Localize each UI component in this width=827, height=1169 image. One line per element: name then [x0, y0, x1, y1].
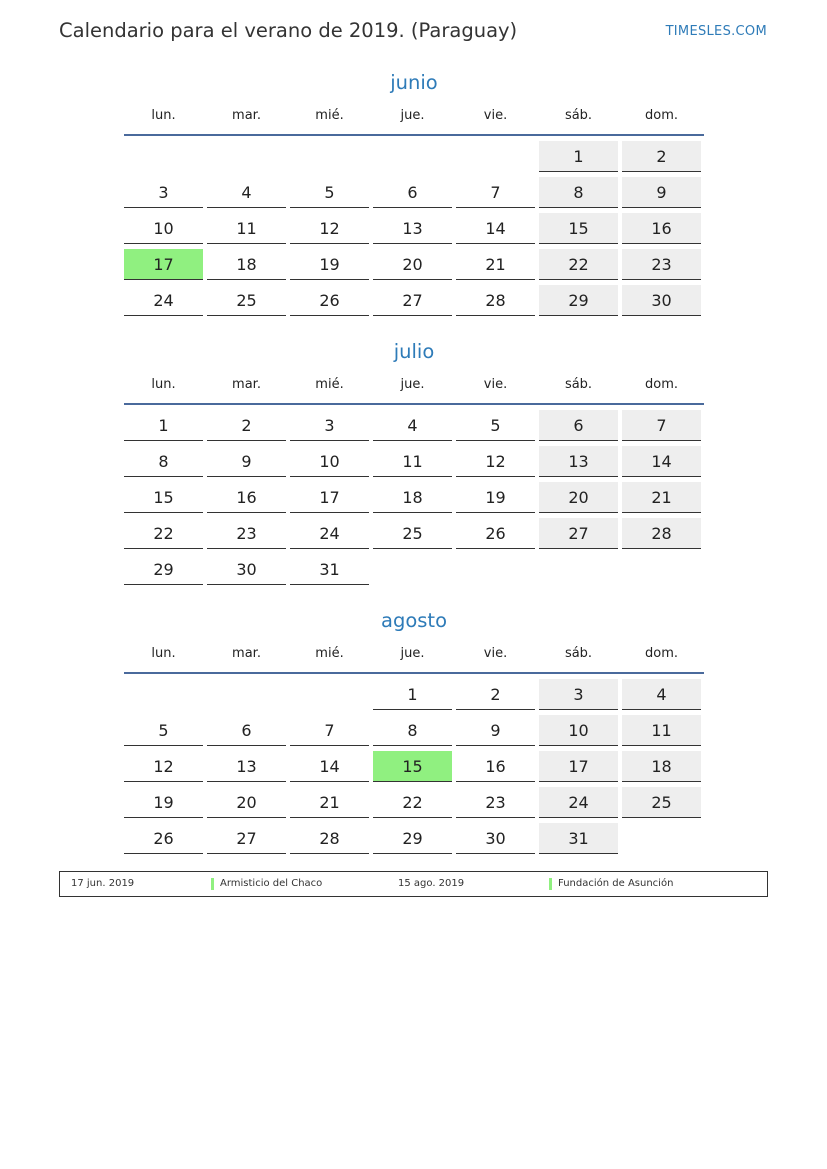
- day-cell: 25: [373, 518, 452, 549]
- weekday-label: vie.: [483, 108, 508, 123]
- weekday-label: jue.: [400, 377, 425, 392]
- empty-day-cell: [290, 141, 369, 172]
- weekday-label: dom.: [644, 108, 678, 123]
- day-cell: 27: [373, 285, 452, 316]
- day-cell: 14: [290, 751, 369, 782]
- day-cell: 30: [622, 285, 701, 316]
- day-cell: 20: [539, 482, 618, 513]
- day-cell: 30: [207, 554, 286, 585]
- day-cell: 22: [124, 518, 203, 549]
- day-cell: 9: [622, 177, 701, 208]
- weekday-label: jue.: [400, 646, 425, 661]
- week-row: [124, 409, 704, 445]
- day-cell: 12: [290, 213, 369, 244]
- weekday-label: lun.: [151, 646, 176, 661]
- day-cell: 5: [290, 177, 369, 208]
- weekday-label: dom.: [644, 646, 678, 661]
- day-cell: 8: [124, 446, 203, 477]
- week-row: [124, 212, 704, 248]
- weekday-label: jue.: [400, 108, 425, 123]
- month-julio: [124, 337, 704, 589]
- day-cell: 29: [373, 823, 452, 854]
- day-cell: 27: [207, 823, 286, 854]
- weekday-label: mar.: [232, 646, 261, 661]
- weekday-label: sáb.: [564, 646, 593, 661]
- day-cell: 3: [290, 410, 369, 441]
- day-cell: 14: [456, 213, 535, 244]
- weekday-label: lun.: [151, 108, 176, 123]
- day-cell: 4: [373, 410, 452, 441]
- day-cell: 1: [124, 410, 203, 441]
- day-cell: 24: [539, 787, 618, 818]
- day-cell: 15: [539, 213, 618, 244]
- day-cell: 12: [456, 446, 535, 477]
- day-cell: 4: [622, 679, 701, 710]
- day-cell: 28: [622, 518, 701, 549]
- day-cell: 13: [539, 446, 618, 477]
- empty-day-cell: [456, 554, 535, 585]
- day-cell: 7: [290, 715, 369, 746]
- day-cell: 18: [622, 751, 701, 782]
- day-cell: 26: [124, 823, 203, 854]
- legend-date: 15 ago. 2019: [398, 878, 465, 889]
- day-cell: 25: [207, 285, 286, 316]
- day-cell: 13: [207, 751, 286, 782]
- week-row: [124, 822, 704, 858]
- week-row: [124, 750, 704, 786]
- holiday-marker-icon: [549, 878, 552, 890]
- day-cell: 16: [207, 482, 286, 513]
- day-cell: 30: [456, 823, 535, 854]
- day-cell: 19: [290, 249, 369, 280]
- day-cell: 20: [373, 249, 452, 280]
- day-cell: 4: [207, 177, 286, 208]
- day-cell: 10: [124, 213, 203, 244]
- day-cell: 7: [622, 410, 701, 441]
- empty-day-cell: [373, 141, 452, 172]
- day-cell: 17: [290, 482, 369, 513]
- weekday-label: vie.: [483, 377, 508, 392]
- week-row: [124, 553, 704, 589]
- weekday-label: lun.: [151, 377, 176, 392]
- day-cell: 5: [456, 410, 535, 441]
- empty-day-cell: [622, 554, 701, 585]
- weekday-label: sáb.: [564, 377, 593, 392]
- day-cell: 7: [456, 177, 535, 208]
- day-cell: 19: [124, 787, 203, 818]
- month-title: agosto: [381, 609, 447, 632]
- day-cell: 13: [373, 213, 452, 244]
- empty-day-cell: [207, 679, 286, 710]
- weekday-header: [124, 636, 704, 674]
- day-cell: 28: [290, 823, 369, 854]
- day-cell: 1: [373, 679, 452, 710]
- empty-day-cell: [373, 554, 452, 585]
- day-cell: 6: [207, 715, 286, 746]
- day-cell: 22: [539, 249, 618, 280]
- day-cell: 23: [456, 787, 535, 818]
- day-cell: 8: [539, 177, 618, 208]
- day-cell: 12: [124, 751, 203, 782]
- day-cell: 24: [124, 285, 203, 316]
- day-cell: 9: [207, 446, 286, 477]
- day-cell: 5: [124, 715, 203, 746]
- week-row: [124, 714, 704, 750]
- day-cell: 25: [622, 787, 701, 818]
- week-row: [124, 284, 704, 320]
- legend-holiday-name: Armisticio del Chaco: [220, 878, 323, 889]
- day-cell: 26: [290, 285, 369, 316]
- day-cell: 21: [622, 482, 701, 513]
- weekday-label: mié.: [315, 108, 344, 123]
- day-cell: 2: [207, 410, 286, 441]
- holiday-marker-icon: [211, 878, 214, 890]
- day-cell: 11: [207, 213, 286, 244]
- day-cell: 26: [456, 518, 535, 549]
- day-cell: 29: [124, 554, 203, 585]
- day-cell: 23: [622, 249, 701, 280]
- holiday-day-cell: 17: [124, 249, 203, 280]
- day-cell: 24: [290, 518, 369, 549]
- week-row: [124, 445, 704, 481]
- weekday-label: mar.: [232, 108, 261, 123]
- day-cell: 28: [456, 285, 535, 316]
- weekday-label: dom.: [644, 377, 678, 392]
- weekday-label: mar.: [232, 377, 261, 392]
- empty-day-cell: [207, 141, 286, 172]
- day-cell: 8: [373, 715, 452, 746]
- day-cell: 15: [124, 482, 203, 513]
- week-row: [124, 176, 704, 212]
- day-cell: 9: [456, 715, 535, 746]
- month-title: junio: [390, 71, 438, 94]
- day-cell: 22: [373, 787, 452, 818]
- week-row: [124, 481, 704, 517]
- holiday-day-cell: 15: [373, 751, 452, 782]
- weekday-label: sáb.: [564, 108, 593, 123]
- day-cell: 18: [207, 249, 286, 280]
- day-cell: 10: [539, 715, 618, 746]
- week-row: [124, 248, 704, 284]
- day-cell: 3: [539, 679, 618, 710]
- day-cell: 2: [622, 141, 701, 172]
- day-cell: 21: [290, 787, 369, 818]
- day-cell: 21: [456, 249, 535, 280]
- day-cell: 16: [456, 751, 535, 782]
- week-row: [124, 140, 704, 176]
- weekday-label: mié.: [315, 377, 344, 392]
- month-agosto: [124, 606, 704, 858]
- day-cell: 31: [290, 554, 369, 585]
- brand-link[interactable]: TIMESLES.COM: [665, 24, 767, 39]
- empty-day-cell: [124, 141, 203, 172]
- day-cell: 3: [124, 177, 203, 208]
- day-cell: 16: [622, 213, 701, 244]
- week-row: [124, 786, 704, 822]
- day-cell: 29: [539, 285, 618, 316]
- weekday-header: [124, 98, 704, 136]
- day-cell: 18: [373, 482, 452, 513]
- empty-day-cell: [539, 554, 618, 585]
- day-cell: 19: [456, 482, 535, 513]
- day-cell: 6: [539, 410, 618, 441]
- day-cell: 23: [207, 518, 286, 549]
- legend-holiday-name: Fundación de Asunción: [558, 878, 674, 889]
- day-cell: 1: [539, 141, 618, 172]
- day-cell: 6: [373, 177, 452, 208]
- day-cell: 31: [539, 823, 618, 854]
- day-cell: 11: [373, 446, 452, 477]
- month-title: julio: [393, 340, 435, 363]
- empty-day-cell: [622, 823, 701, 854]
- weekday-label: vie.: [483, 646, 508, 661]
- page-title: Calendario para el verano de 2019. (Paraguay): [59, 19, 518, 42]
- week-row: [124, 678, 704, 714]
- day-cell: 17: [539, 751, 618, 782]
- day-cell: 27: [539, 518, 618, 549]
- day-cell: 11: [622, 715, 701, 746]
- empty-day-cell: [456, 141, 535, 172]
- day-cell: 10: [290, 446, 369, 477]
- weekday-header: [124, 367, 704, 405]
- week-row: [124, 517, 704, 553]
- weekday-label: mié.: [315, 646, 344, 661]
- month-junio: [124, 68, 704, 320]
- empty-day-cell: [290, 679, 369, 710]
- holiday-legend: [59, 871, 768, 897]
- day-cell: 20: [207, 787, 286, 818]
- day-cell: 14: [622, 446, 701, 477]
- day-cell: 2: [456, 679, 535, 710]
- empty-day-cell: [124, 679, 203, 710]
- legend-date: 17 jun. 2019: [71, 878, 135, 889]
